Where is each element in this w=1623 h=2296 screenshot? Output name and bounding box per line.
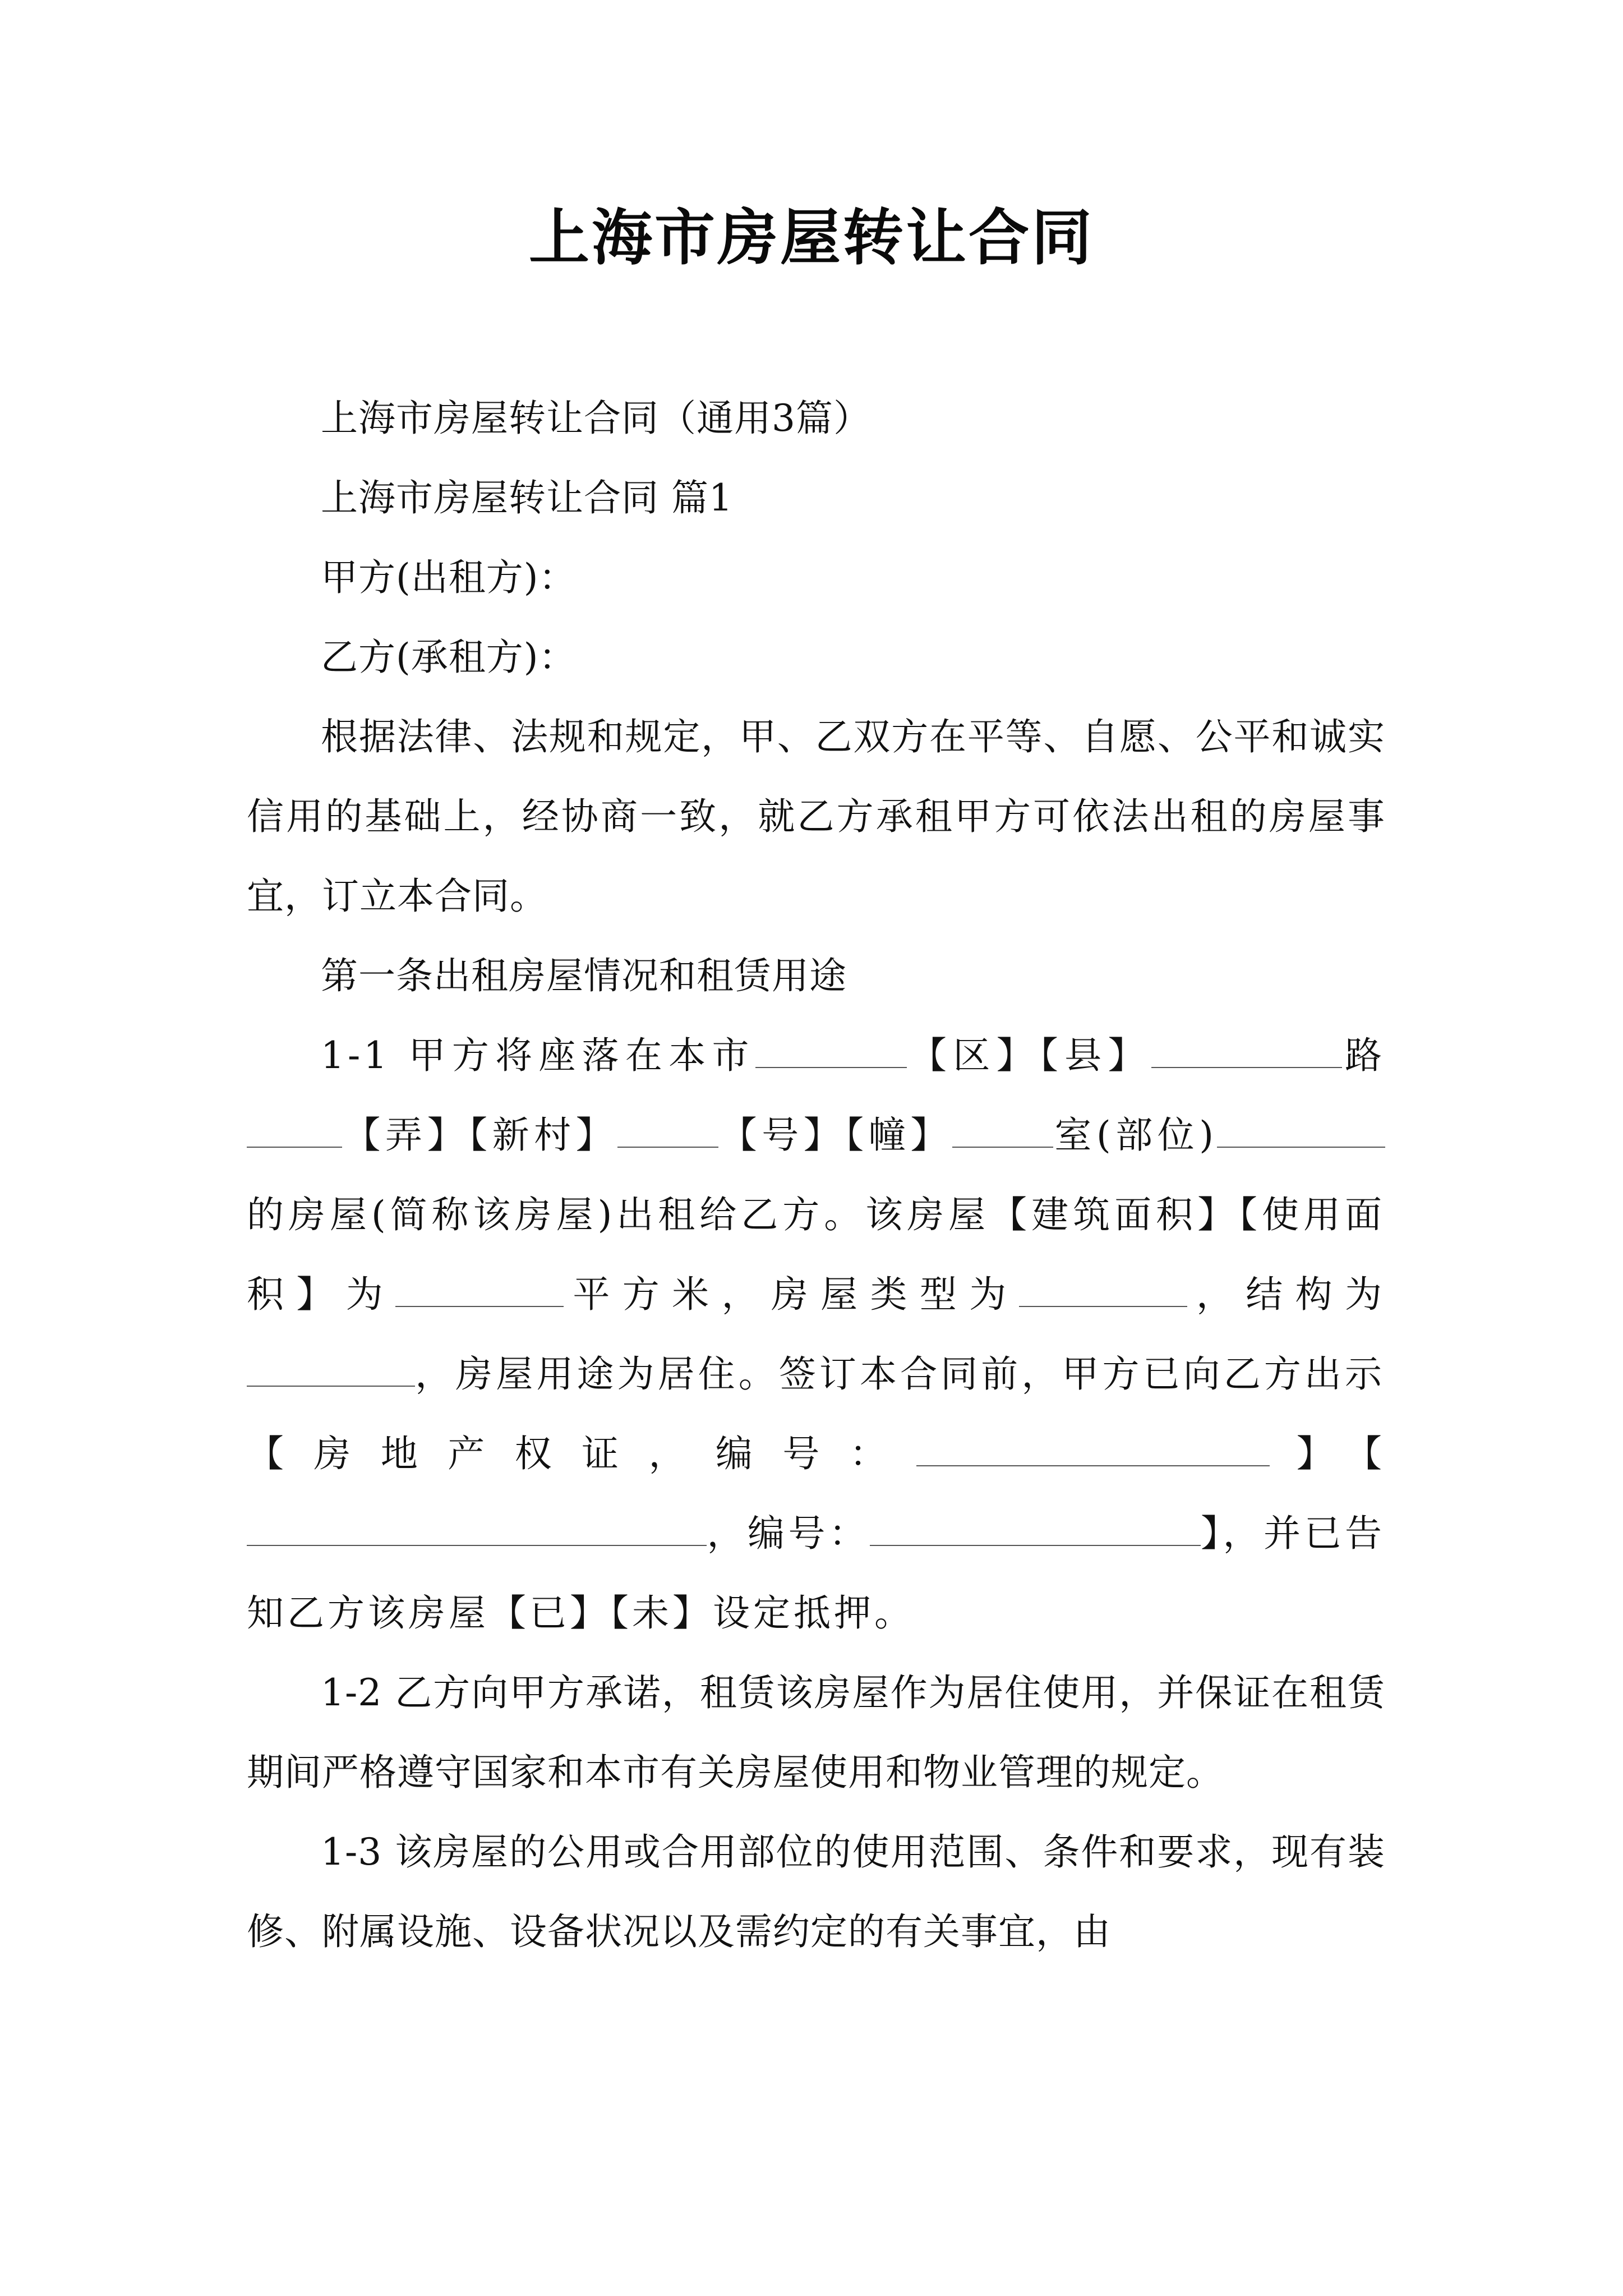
clause-1-1-text: 1-1 甲方将座落在本市	[321, 1034, 755, 1077]
document-body	[247, 379, 1385, 1972]
lane-blank	[247, 1111, 342, 1148]
clause-1-1-text: ，结构为	[1187, 1273, 1386, 1316]
party-b-line: 乙方(承租方)：	[321, 636, 577, 679]
intro-line: 上海市房屋转让合同（通用3篇）	[321, 397, 871, 440]
party-a-line: 甲方(出租方)：	[321, 556, 577, 599]
document-title: 上海市房屋转让合同	[528, 203, 1094, 273]
location-blank	[1217, 1111, 1385, 1148]
clause-1-1-text: ，编号：	[707, 1512, 870, 1555]
clause-1-1-text: 路	[1341, 1034, 1386, 1077]
clause-1-1-text: 室(部位)	[1053, 1114, 1218, 1157]
road-blank	[1151, 1032, 1342, 1068]
clause-1-1-text: 平方米，房屋类型为	[564, 1273, 1019, 1316]
preamble-paragraph: 根据法律、法规和规定，甲、乙双方在平等、自愿、公平和诚实信用的基础上，经协商一致，就乙方承租甲方可依法出租的房屋事宜，订立本合同。	[247, 715, 1385, 918]
room-blank	[952, 1111, 1053, 1148]
other-certificate-blank	[247, 1510, 707, 1546]
clause-1-2: 1-2 乙方向甲方承诺，租赁该房屋作为居住使用，并保证在租赁期间严格遵守国家和本市有关房屋使用和物业管理的规定。	[247, 1671, 1385, 1794]
district-blank	[755, 1032, 907, 1068]
clause-1-1-text: 】【	[1270, 1432, 1386, 1475]
clause-1-1-text: 【号】【幢】	[718, 1114, 952, 1157]
number-blank	[617, 1111, 718, 1148]
clause-1-1-text: 【弄】【新村】	[342, 1114, 618, 1157]
clause-1-1	[247, 1016, 1385, 1653]
article-1-heading: 第一条出租房屋情况和租赁用途	[321, 954, 847, 997]
area-blank	[395, 1271, 564, 1307]
clause-1-1-text: 】，并已告知乙方该房屋【已】【未】设定抵押。	[247, 1512, 1385, 1635]
clause-1-3: 1-3 该房屋的公用或合用部位的使用范围、条件和要求，现有装修、附属设施、设备状况以及需约定的有关事宜，由	[247, 1830, 1385, 1953]
other-number-blank	[870, 1510, 1201, 1546]
certificate-number-blank	[916, 1430, 1270, 1466]
structure-blank	[247, 1350, 415, 1387]
house-type-blank	[1019, 1271, 1187, 1307]
clause-1-1-text: 【区】【县】	[906, 1034, 1151, 1077]
clause-1-1-text: 的房屋(简称该房屋)出租给乙方。该房屋【建筑面积】【使用面积】为	[247, 1193, 1385, 1316]
clause-1-1-text: ，房屋用途为居住。签订本合同前，甲方已向乙方出示【房地产权证，编号：	[247, 1352, 1385, 1475]
part-heading: 上海市房屋转让合同 篇1	[321, 476, 733, 519]
